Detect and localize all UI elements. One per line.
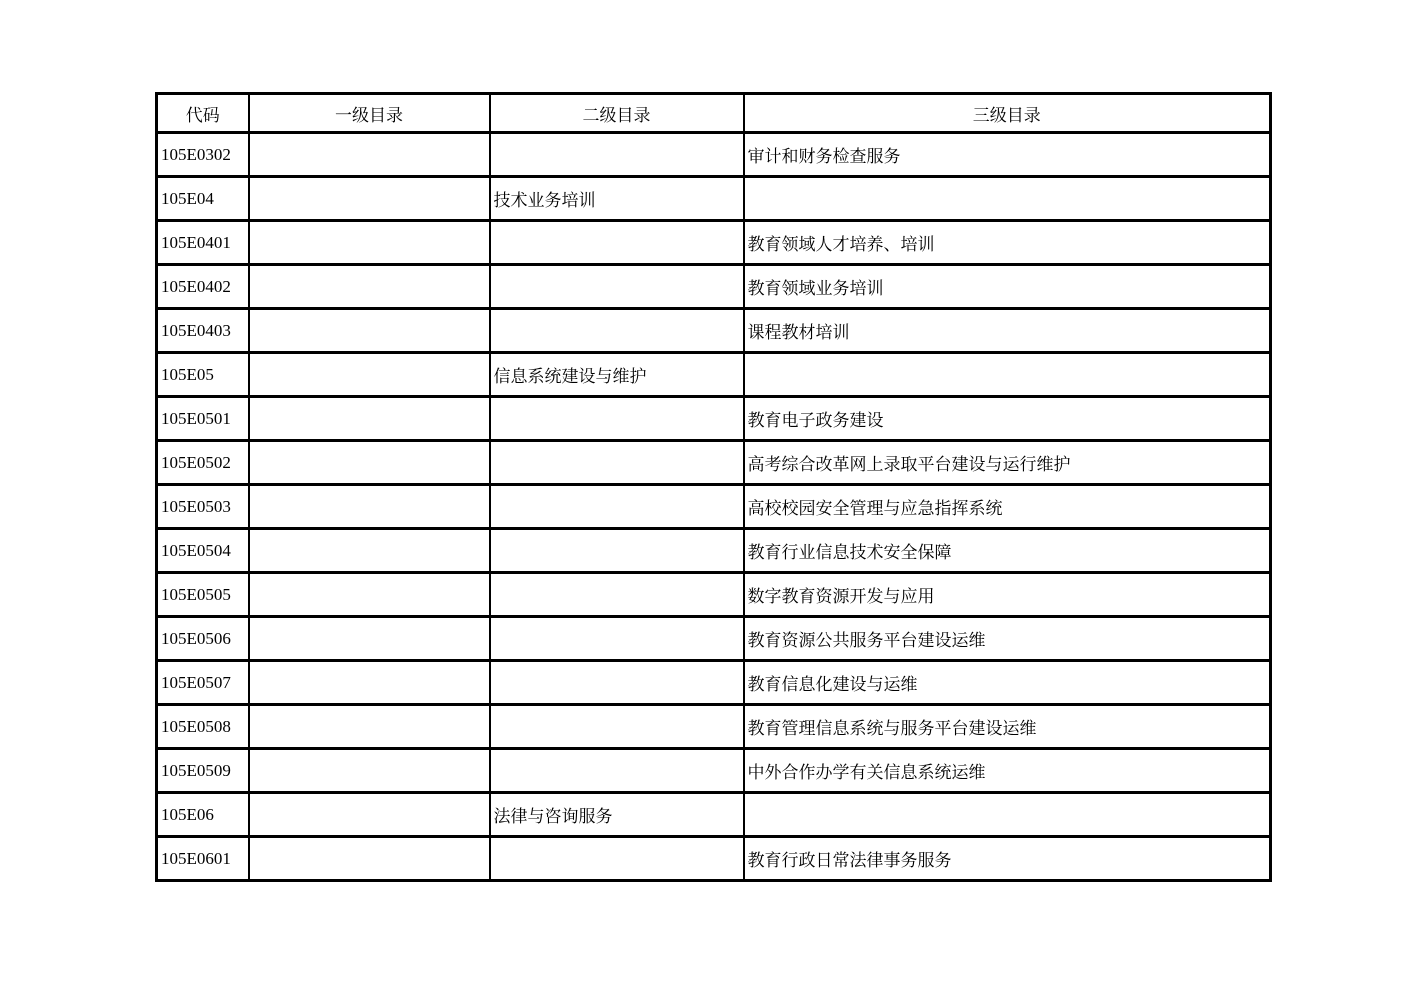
table-row [157, 793, 1271, 837]
cell-level2 [490, 441, 744, 485]
cell-level1 [249, 617, 490, 661]
table-row [157, 749, 1271, 793]
cell-level1 [249, 837, 490, 881]
header-row [157, 94, 1271, 133]
cell-level1 [249, 441, 490, 485]
cell-level2 [490, 661, 744, 705]
cell-code: 105E0501 [157, 397, 249, 441]
table-row [157, 441, 1271, 485]
cell-code: 105E0402 [157, 265, 249, 309]
cell-level2 [490, 397, 744, 441]
cell-level1 [249, 221, 490, 265]
cell-level3: 教育行政日常法律事务服务 [744, 837, 1271, 881]
cell-level3: 中外合作办学有关信息系统运维 [744, 749, 1271, 793]
table-row [157, 573, 1271, 617]
cell-level2 [490, 705, 744, 749]
table-row [157, 221, 1271, 265]
catalog-table-header [157, 94, 1271, 133]
cell-level1 [249, 529, 490, 573]
cell-level1 [249, 133, 490, 177]
cell-code: 105E0401 [157, 221, 249, 265]
table-row [157, 661, 1271, 705]
cell-level2 [490, 749, 744, 793]
table-row [157, 485, 1271, 529]
cell-level1 [249, 265, 490, 309]
cell-code: 105E0302 [157, 133, 249, 177]
cell-level1 [249, 749, 490, 793]
cell-level3: 教育资源公共服务平台建设运维 [744, 617, 1271, 661]
header-level1: 一级目录 [249, 94, 490, 133]
cell-level1 [249, 793, 490, 837]
cell-code: 105E0505 [157, 573, 249, 617]
cell-level2: 技术业务培训 [490, 177, 744, 221]
cell-level1 [249, 573, 490, 617]
cell-level3: 教育领域人才培养、培训 [744, 221, 1271, 265]
cell-level3: 审计和财务检查服务 [744, 133, 1271, 177]
cell-level3: 数字教育资源开发与应用 [744, 573, 1271, 617]
table-row [157, 353, 1271, 397]
cell-level1 [249, 705, 490, 749]
cell-code: 105E0502 [157, 441, 249, 485]
cell-code: 105E0508 [157, 705, 249, 749]
cell-level3: 教育行业信息技术安全保障 [744, 529, 1271, 573]
cell-level1 [249, 353, 490, 397]
cell-level3: 高校校园安全管理与应急指挥系统 [744, 485, 1271, 529]
cell-level3: 高考综合改革网上录取平台建设与运行维护 [744, 441, 1271, 485]
table-row [157, 617, 1271, 661]
table-row [157, 705, 1271, 749]
cell-level3: 教育领域业务培训 [744, 265, 1271, 309]
cell-level3 [744, 793, 1271, 837]
cell-level3: 课程教材培训 [744, 309, 1271, 353]
cell-code: 105E0403 [157, 309, 249, 353]
cell-code: 105E0503 [157, 485, 249, 529]
cell-level2 [490, 529, 744, 573]
cell-level2 [490, 573, 744, 617]
cell-level2 [490, 221, 744, 265]
table-row [157, 309, 1271, 353]
cell-level2 [490, 837, 744, 881]
cell-level3 [744, 177, 1271, 221]
cell-level3: 教育信息化建设与运维 [744, 661, 1271, 705]
cell-code: 105E04 [157, 177, 249, 221]
cell-code: 105E0601 [157, 837, 249, 881]
cell-code: 105E05 [157, 353, 249, 397]
cell-code: 105E0506 [157, 617, 249, 661]
table-row [157, 265, 1271, 309]
table-row [157, 177, 1271, 221]
cell-code: 105E0504 [157, 529, 249, 573]
table-row [157, 837, 1271, 881]
cell-level1 [249, 485, 490, 529]
cell-level2: 法律与咨询服务 [490, 793, 744, 837]
cell-level3: 教育管理信息系统与服务平台建设运维 [744, 705, 1271, 749]
table-row [157, 397, 1271, 441]
table-row [157, 529, 1271, 573]
cell-code: 105E0507 [157, 661, 249, 705]
header-level2: 二级目录 [490, 94, 744, 133]
cell-level2 [490, 485, 744, 529]
header-code: 代码 [157, 94, 249, 133]
cell-level1 [249, 309, 490, 353]
cell-level2: 信息系统建设与维护 [490, 353, 744, 397]
cell-level1 [249, 177, 490, 221]
cell-level2 [490, 133, 744, 177]
cell-level2 [490, 309, 744, 353]
table-row [157, 133, 1271, 177]
cell-level2 [490, 617, 744, 661]
cell-code: 105E0509 [157, 749, 249, 793]
cell-level3 [744, 353, 1271, 397]
header-level3: 三级目录 [744, 94, 1271, 133]
cell-level3: 教育电子政务建设 [744, 397, 1271, 441]
cell-code: 105E06 [157, 793, 249, 837]
catalog-table [155, 92, 1272, 882]
cell-level1 [249, 397, 490, 441]
cell-level1 [249, 661, 490, 705]
catalog-table-body [157, 133, 1271, 881]
cell-level2 [490, 265, 744, 309]
